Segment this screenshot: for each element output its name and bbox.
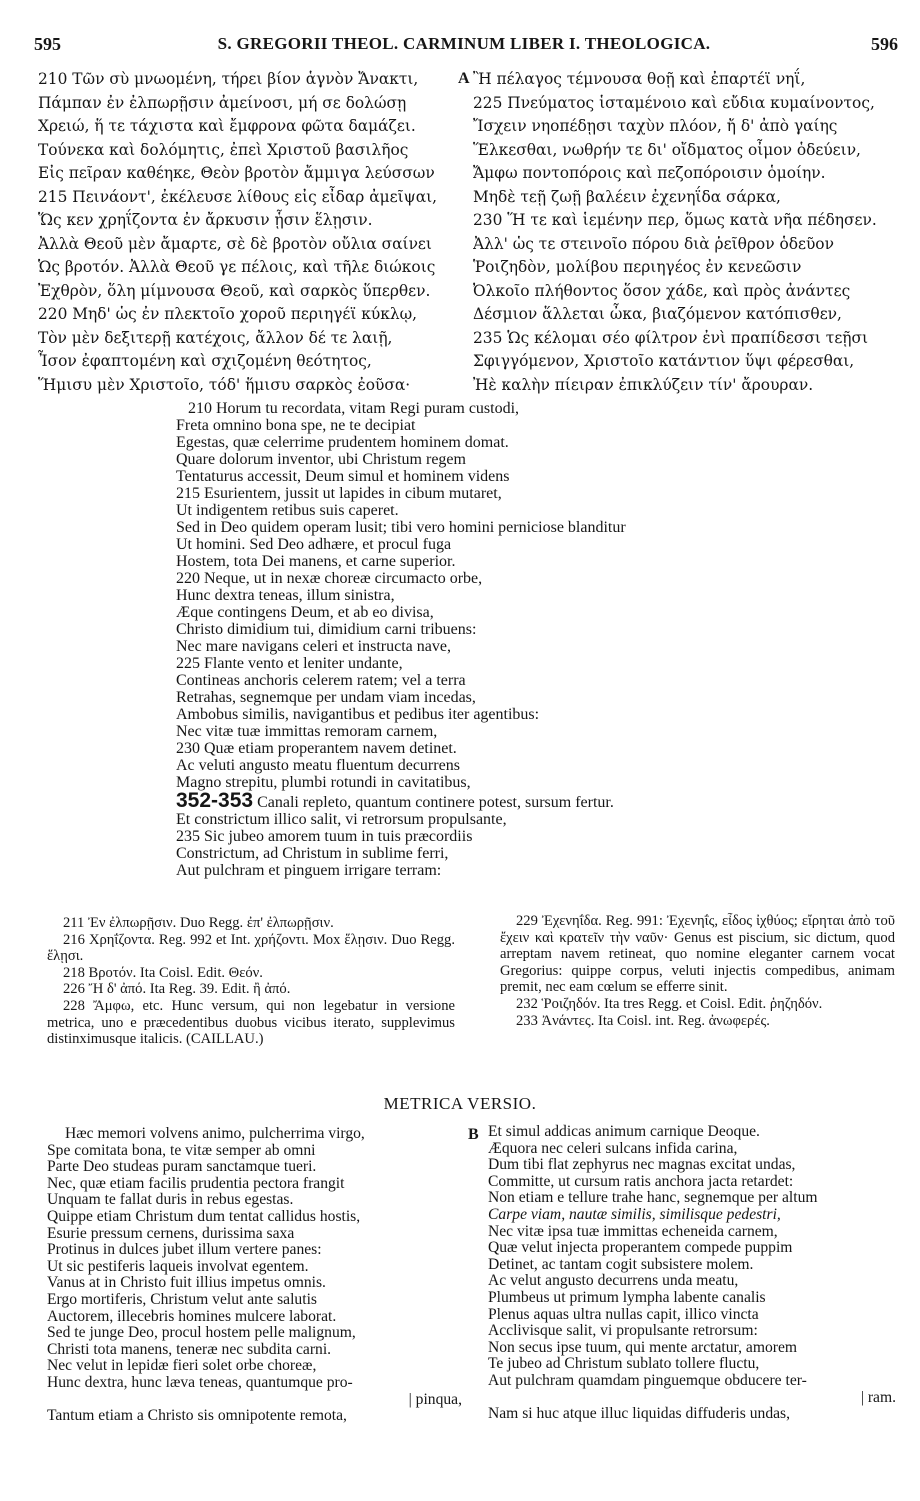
greek-verse-line: Ὀλκοῖο πλήθοντος ὅσον χάδε, καὶ πρὸς ἀνάντες <box>473 281 851 300</box>
verse-line: Detinet, ac tantam cogit subsistere molem. <box>488 1256 754 1273</box>
verse-line: Acclivisque salit, vi propulsante retrorsum: <box>488 1323 758 1340</box>
latin-line: Ambobus similis, navigantibus et pedibus iter agentibus: <box>176 706 540 723</box>
greek-verse-line: Ἕλκεσθαι, νωθρήν τε δι' οἴδματος οἶμον ὁδεύειν, <box>473 140 861 159</box>
greek-verse-line: Ὥς κεν χρηΐζοντα ἐν ἄρκυσιν ᾗσιν ἕλῃσιν. <box>38 211 373 229</box>
latin-translation <box>176 400 776 879</box>
latin-line: Christo dimidium tui, dimidium carni tribuens: <box>176 621 477 638</box>
latin-line: Freta omnino bona spe, ne te decipiat <box>176 417 416 434</box>
latin-line: Quare dolorum inventor, ubi Christum regem <box>176 451 466 468</box>
margin-letter-a: A <box>458 70 470 87</box>
latin-line: 215 Esurientem, jussit ut lapides in cibum mutaret, <box>176 485 502 502</box>
greek-verse-line: Ἠὲ καλὴν πίειραν ἐπικλύζειν τίν' ἄρουραν. <box>473 375 814 394</box>
verse-line: Spe comitata bona, te vitæ semper ab omni <box>47 1142 316 1159</box>
latin-line: Nec vitæ tuæ immittas remoram carnem, <box>176 723 438 740</box>
verse-line: Sed te junge Deo, procul hostem pelle malignum, <box>47 1325 356 1342</box>
greek-text-right-column <box>473 68 893 397</box>
latin-line: Egestas, quæ celerrime prudentem hominem domat. <box>176 434 509 451</box>
latin-line: Contineas anchoris celerem ratem; vel a terra <box>176 672 466 689</box>
footnotes-left <box>47 915 455 1048</box>
latin-line: Ut indigentem retibus suis caperet. <box>176 502 399 519</box>
greek-verse-line: Σφιγγόμενον, Χριστοῖο κατάντιον ὕψι φέρεσθαι, <box>473 352 855 370</box>
verse-line: Dum tibi flat zephyrus nec magnas excitat undas, <box>488 1157 796 1174</box>
column-number: 352-353 <box>176 791 254 811</box>
verse-line-italic: Carpe viam, nautæ similis, similisque pedestri, <box>488 1206 781 1223</box>
latin-line: 235 Sic jubeo amorem tuum in tuis præcordiis <box>176 828 473 845</box>
latin-line: 220 Neque, ut in nexæ choreæ circumacto orbe, <box>176 570 483 587</box>
latin-line: Ut homini. Sed Deo adhære, et procul fuga <box>176 536 452 553</box>
latin-line: Hostem, tota Dei manens, et carne superior. <box>176 553 456 570</box>
greek-verse-line: Ἥμισυ μὲν Χριστοῖο, τόδ' ἥμισυ σαρκὸς ἐοῦσα· <box>38 375 411 394</box>
latin-line: Retrahas, segnemque per undam viam incedas, <box>176 689 476 706</box>
metrica-versio-left <box>47 1126 462 1425</box>
verse-line: Tantum etiam a Christo sis omnipotente remota, <box>47 1408 347 1425</box>
footnote: 232 Ῥοιζηδόν. Ita tres Regg. et Coisl. Edit. ῥηζηδόν. <box>516 995 823 1012</box>
verse-line: Aut pulchram quamdam pinguemque obducere ter- <box>488 1372 807 1389</box>
latin-line: Æque contingens Deum, et ab eo divisa, <box>176 604 434 621</box>
latin-line: Aut pulchram et pinguem irrigare terram: <box>176 862 442 879</box>
margin-letter-b: B <box>468 1126 479 1143</box>
greek-verse-line: Ῥοιζηδὸν, μολίβου περιηγέος ἐν κενεῶσιν <box>473 258 802 276</box>
verse-line: Non etiam e tellure trahe hanc, segnemque per altum <box>488 1190 818 1207</box>
verse-line: Auctorem, illecebris homines mulcere laborat. <box>47 1308 337 1325</box>
greek-verse-line: 215 Πεινάοντ', ἐκέλευσε λίθους εἰς εἶδαρ ἀμεῖψαι, <box>38 187 438 206</box>
latin-line: 230 Quæ etiam properantem navem detinet. <box>176 740 457 757</box>
verse-line: Hunc dextra, hunc læva teneas, quantumque pro- <box>47 1374 353 1391</box>
footnote: 226 Ἤ δ' ἀπό. Ita Reg. 39. Edit. ἢ ἀπό. <box>63 981 291 998</box>
running-header <box>30 34 898 56</box>
verse-line: Te jubeo ad Christum sublato tollere fluctu, <box>488 1356 760 1373</box>
verse-line: Nec vitæ ipsa tuæ immittas echeneida carnem, <box>488 1223 778 1240</box>
greek-verse-line: Ἐχθρὸν, ὅλη μίμνουσα Θεοῦ, καὶ σαρκὸς ὕπερθεν. <box>38 281 431 300</box>
verse-line: Nam si huc atque illuc liquidas diffuderis undas, <box>488 1406 790 1423</box>
greek-verse-line: Τὸν μὲν δεξιτερῇ κατέχοις, ἄλλον δέ τε λαιῇ, <box>38 328 393 347</box>
verse-line: Æquora nec celeri sulcans infida carina, <box>488 1140 738 1157</box>
verse-line: Hæc memori volvens animo, pulcherrima virgo, <box>65 1126 365 1142</box>
greek-verse-line: 230 Ἥ τε καὶ ἱεμένην περ, ὅμως κατὰ νῆα πέδησεν. <box>473 211 877 229</box>
verse-line-continuation: | ram. <box>860 1389 896 1406</box>
greek-verse-line: Πάμπαν ἐν ἐλπωρῇσιν ἀμείνοσι, μή σε δολώσῃ <box>38 93 407 112</box>
greek-verse-line: 210 Τῶν σὺ μνωομένη, τήρει βίον ἁγνὸν Ἄνακτι, <box>38 70 419 88</box>
greek-verse-line: Τούνεκα καὶ δολόμητις, ἐπεὶ Χριστοῦ βασιλῆος <box>38 140 409 159</box>
greek-verse-line: Ἢ πέλαγος τέμνουσα θοῇ καὶ ἐπαρτέϊ νηΐ, <box>473 70 806 88</box>
greek-verse-line: Χρειώ, ἥ τε τάχιστα καὶ ἔμφρονα φῶτα δαμάζει. <box>38 117 416 135</box>
greek-verse-line: Ἀλλὰ Θεοῦ μὲν ἄμαρτε, σὲ δὲ βροτὸν οὔλια σαίνει <box>38 234 432 253</box>
verse-line: Quippe etiam Christum dum tentat callidus hostis, <box>47 1208 361 1225</box>
latin-line: Hunc dextra teneas, illum sinistra, <box>176 587 395 604</box>
latin-line-text: Canali repleto, quantum continere potest, sursum fertur. <box>257 794 614 811</box>
latin-line: 225 Flante vento et leniter undante, <box>176 655 403 672</box>
page-number-right: 596 <box>871 34 898 54</box>
verse-line: Christi tota manens, teneræ nec subdita carni. <box>47 1341 332 1358</box>
verse-line: Non secus ipse tuum, qui mente arctatur, amorem <box>488 1339 797 1356</box>
footnote: 233 Ἀνάντες. Ita Coisl. int. Reg. ἀνωφερές. <box>516 1012 770 1029</box>
footnote: 228 Ἄμφω, etc. Hunc versum, qui non legebatur in versione metrica, uno e præcedentibus duobus vicibus iterato, supplevimus distinximusque italicis. (CAILLAU.) <box>47 997 455 1048</box>
running-title: S. GREGORII THEOL. CARMINUM LIBER I. THEOLOGICA. <box>217 34 711 53</box>
verse-line: Parte Deo studeas puram sanctamque tueri. <box>47 1159 317 1176</box>
verse-line: Committe, ut cursum ratis anchora jacta retardet: <box>488 1173 794 1190</box>
verse-line: Nec, quæ etiam facilis prudentia pectora frangit <box>47 1175 345 1192</box>
verse-line: Protinus in dulces jubet illum vertere panes: <box>47 1242 322 1259</box>
latin-line: Nec mare navigans celeri et instructa nave, <box>176 638 451 655</box>
verse-line: Plenus aquas ultra nullas capit, illico vincta <box>488 1306 759 1323</box>
verse-line: Esurie pressum cernens, durissima saxa <box>47 1225 295 1242</box>
latin-line: Sed in Deo quidem operam lusit; tibi vero homini perniciose blanditur <box>176 519 626 536</box>
greek-verse-line: Ὡς βροτόν. Ἀλλὰ Θεοῦ γε πέλοις, καὶ τῆλε διώκοις <box>38 258 436 276</box>
greek-verse-line: Ἶσον ἐφαπτομένη καὶ σχιζομένη θεότητος, <box>38 352 372 370</box>
greek-text-left-column <box>38 68 456 397</box>
latin-line: Constrictum, ad Christum in sublime ferri, <box>176 845 449 862</box>
footnote: 211 Ἐν ἐλπωρῇσιν. Duo Regg. ἐπ' ἐλπωρῇσιν. <box>63 915 334 931</box>
latin-line: Ac veluti angusto meatu fluentum decurrens <box>176 757 460 774</box>
verse-line: Quæ velut injecta properantem compede puppim <box>488 1240 793 1257</box>
greek-verse-line: Ἀλλ' ὡς τε στεινοῖο πόρου διὰ ῥεῖθρον ὁδεῦον <box>473 234 834 253</box>
greek-verse-line: Δέσμιον ἅλλεται ὦκα, βιαζόμενον κατόπισθεν, <box>473 305 842 323</box>
verse-line: Ergo mortiferis, Christum velut ante salutis <box>47 1291 317 1308</box>
greek-verse-line: Ἄμφω ποντοπόροις καὶ πεζοπόροισιν ὁμοίην. <box>473 164 826 182</box>
verse-line: Et simul addicas animum carnique Deoque. <box>488 1124 760 1140</box>
latin-line-with-column-number <box>176 791 776 811</box>
verse-line: Plumbeus ut primum lympha labente canalis <box>488 1289 766 1306</box>
latin-line: Tentaturus accessit, Deum simul et hominem videns <box>176 468 510 485</box>
latin-line: Magno strepitu, plumbi rotundi in cavitatibus, <box>176 774 471 791</box>
footnote: 218 Βροτόν. Ita Coisl. Edit. Θεόν. <box>63 964 263 981</box>
greek-verse-line: 235 Ὡς κέλομαι σέο φίλτρον ἐνὶ πραπίδεσσι τεῇσι <box>473 328 869 347</box>
footnote: 216 Χρηΐζοντα. Reg. 992 et Int. χρήζοντι. Mox ἕλῃσιν. Duo Regg. ἕλῃσι. <box>47 931 455 965</box>
latin-line: Et constrictum illico salit, vi retrorsum propulsante, <box>176 811 507 828</box>
verse-line: Unquam te fallat duris in rebus egestas. <box>47 1192 294 1209</box>
greek-verse-line: Ἴσχειν νηοπέδῃσι ταχὺν πλόον, ἤ δ' ἀπὸ γαίης <box>473 117 838 135</box>
metrica-versio-right <box>488 1124 896 1423</box>
section-title: METRICA VERSIO. <box>383 1094 537 1113</box>
greek-verse-line: 220 Μηδ' ὡς ἐν πλεκτοῖο χοροῦ περιηγέϊ κύκλῳ, <box>38 305 418 323</box>
greek-verse-line: 225 Πνεύματος ἱσταμένοιο καὶ εὔδια κυμαίνοντος, <box>473 93 875 112</box>
footnote: 229 Ἐχενηΐδα. Reg. 991: Ἐχενηΐς, εἶδος ἰχθύος; εἴρηται ἀπὸ τοῦ ἔχειν καὶ κρατεῖν τὴν ναῦν· Genus est piscium, sic dictum, quod arreptam navem retineat, quo nomine eleganter carnem vocat Gregorius: quippe corpus, veluti injectis compedibus, animam premit, nec eam cœlum se efferre sinit. <box>500 913 895 996</box>
footnotes-right <box>500 913 895 1029</box>
page-number-left: 595 <box>34 34 61 54</box>
latin-line: 210 Horum tu recordata, vitam Regi puram custodi, <box>188 400 520 417</box>
verse-line: Ut sic pestiferis laqueis involvat egentem. <box>47 1258 309 1275</box>
greek-verse-line: Μηδὲ τεῇ ζωῇ βαλέειν ἐχενηΐδα σάρκα, <box>473 187 781 206</box>
verse-line-continuation: | pinqua, <box>408 1391 462 1408</box>
greek-verse-line: Εἰς πεῖραν καθέηκε, Θεὸν βροτὸν ἄμμιγα λεύσσων <box>38 164 435 182</box>
verse-line: Vanus at in Christo fuit illius impetus omnis. <box>47 1275 326 1292</box>
verse-line: Nec velut in lepidæ fieri solet orbe choreæ, <box>47 1358 317 1375</box>
verse-line: Ac velut angusto decurrens unda meatu, <box>488 1273 739 1290</box>
